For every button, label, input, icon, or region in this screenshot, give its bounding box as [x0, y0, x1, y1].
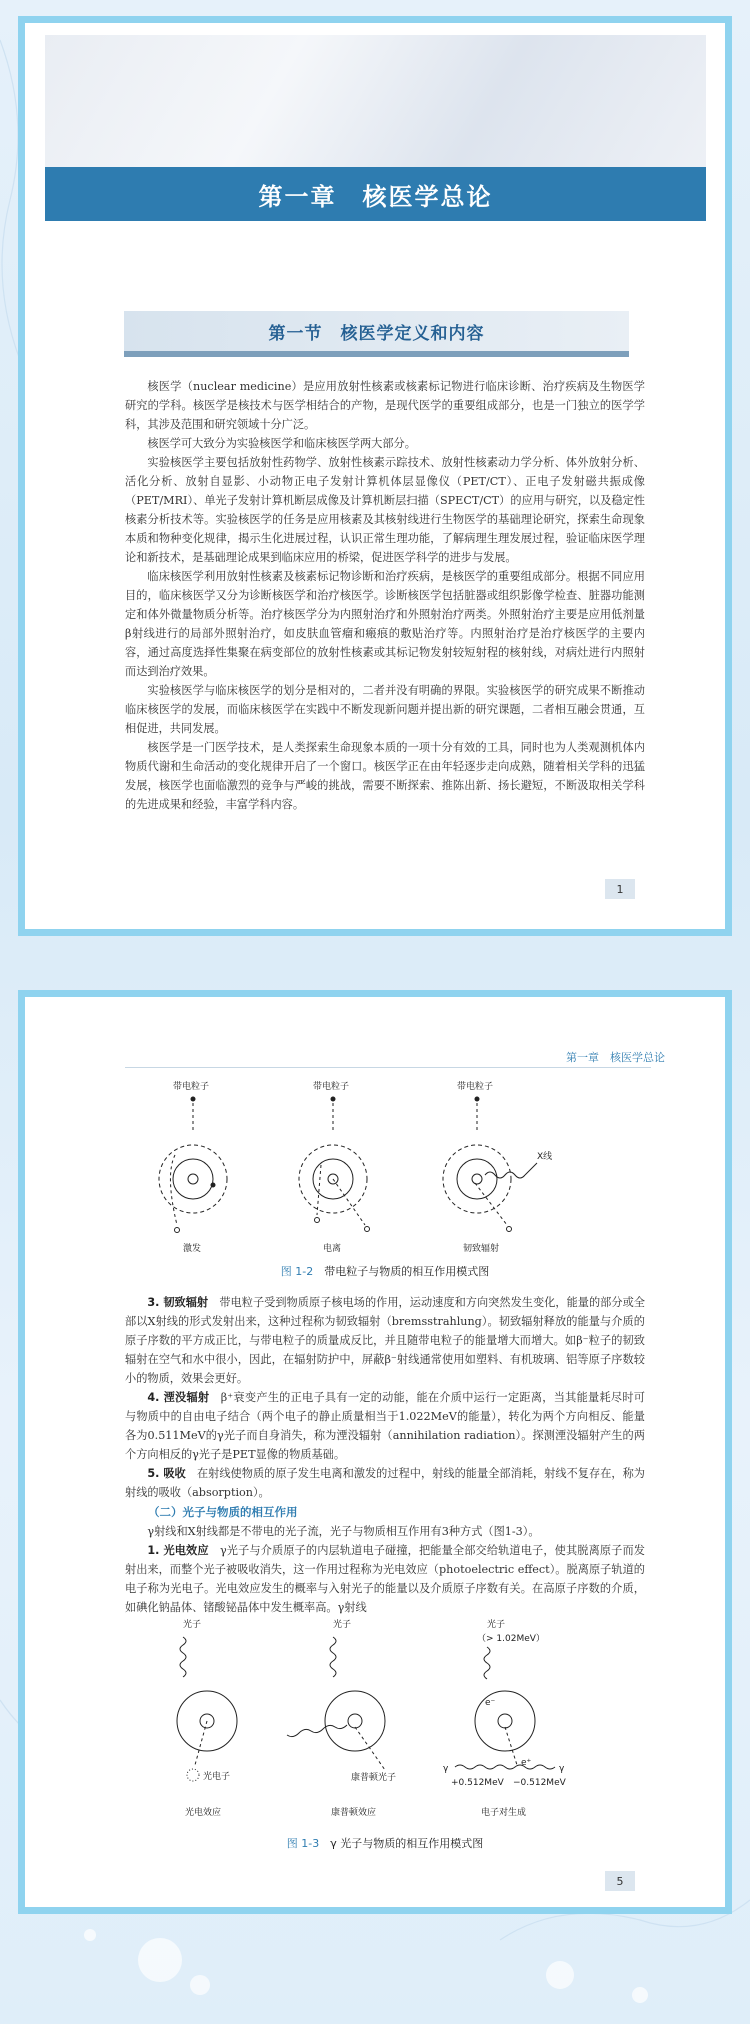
svg-text:γ: γ — [559, 1764, 565, 1774]
subsection-title: （二）光子与物质的相互作用 — [148, 1505, 298, 1519]
svg-text:γ: γ — [443, 1764, 449, 1774]
panel-ionization — [299, 1080, 370, 1254]
svg-text:带电粒子: 带电粒子 — [457, 1082, 494, 1092]
panel-label: 电离 — [323, 1244, 342, 1254]
paragraph: 核医学可大致分为实验核医学和临床核医学两大部分。 — [147, 437, 416, 450]
panel-label: 激发 — [183, 1244, 202, 1254]
svg-text:带电粒子: 带电粒子 — [313, 1082, 350, 1092]
header-rule — [125, 1067, 651, 1068]
panel-pair-production — [443, 1618, 567, 1818]
page-number: 5 — [605, 1871, 635, 1891]
chapter-header-graphic — [45, 35, 706, 183]
panel-label: 光电效应 — [185, 1808, 222, 1818]
panel-label: 韧致辐射 — [463, 1244, 500, 1254]
paragraph: 3. 韧致辐射 带电粒子受到物质原子核电场的作用，运动速度和方向突然发生变化，能量的部分或全部以X射线的形式发射出来，这种过程称为韧致辐射（bremsstrahlung）。韧致辐射释放的能量与介质的原子序数的平方成正比，与带电粒子的质量成反比，并且随带电粒子的能量增大而增大。如β⁻粒子的韧致辐射在空气和水中很小，因此，在辐射防护中，屏蔽β⁻射线通常使用如塑料、有机玻璃、铝等原子序数较小的物质，效果会更好。 — [125, 1296, 645, 1385]
figure-1-3 — [155, 1615, 615, 1825]
svg-text:（> 1.02MeV）: （> 1.02MeV） — [477, 1634, 545, 1644]
chapter-title: 第一章 核医学总论 — [45, 167, 706, 221]
particle-label: 带电粒子 — [173, 1082, 210, 1092]
svg-text:光电子: 光电子 — [203, 1772, 231, 1782]
panel-label: 康普顿效应 — [331, 1808, 377, 1818]
panel-bremsstrahlung — [443, 1080, 552, 1254]
paragraph: 5. 吸收 在射线使物质的原子发生电离和激发的过程中，射线的能量全部消耗，射线不复存在，称为射线的吸收（absorption）。 — [125, 1467, 645, 1499]
panel-label: 电子对生成 — [481, 1808, 527, 1818]
paragraph: 1. 光电效应 γ光子与介质原子的内层轨道电子碰撞，把能量全部交给轨道电子，使其脱离原子而发射出来，而整个光子被吸收消失，这一作用过程称为光电效应（photoelectric effect）。脱离原子轨道的电子称为光电子。光电效应发生的概率与入射光子的能量以及介质原子序数有关。在高原子序数的介质，如碘化钠晶体、锗酸铋晶体中发生概率高。γ射线 — [125, 1544, 645, 1614]
panel-compton — [287, 1618, 396, 1818]
paragraph: 实验核医学主要包括放射性药物学、放射性核素示踪技术、放射性核素动力学分析、体外放射分析、活化分析、放射自显影、小动物正电子发射计算机体层显像仪（PET/CT）、正电子发射磁共振成像（PET/MRI）、单光子发射计算机断层成像及计算机断层扫描（SPECT/CT）的应用与研究，以及稳定性核素分析技术等。实验核医学的任务是应用核素及其核射线进行生物医学的基础理论研究，探索生命现象本质和物种变化规律，揭示生化进展过程，认识正常生理功能，了解病理生理发展过程，验证临床医学理论和新技术，是基础理论成果到临床应用的桥梁，促进医学科学的进步与发展。 — [125, 456, 645, 564]
figure-caption: 图 1-3 γ 光子与物质的相互作用模式图 — [286, 1837, 484, 1850]
figure-1-2 — [145, 1075, 625, 1255]
svg-text:+0.512MeV: +0.512MeV — [451, 1778, 504, 1788]
svg-text:−0.512MeV: −0.512MeV — [513, 1778, 566, 1788]
body-text — [125, 1293, 645, 1617]
paragraph: γ射线和X射线都是不带电的光子流，光子与物质相互作用有3种方式（图1-3）。 — [147, 1525, 540, 1538]
xray-label: X线 — [537, 1152, 553, 1162]
page-number: 1 — [605, 879, 635, 899]
section-title: 第一节 核医学定义和内容 — [124, 311, 629, 357]
book-page-5 — [18, 990, 732, 1914]
svg-text:e⁺: e⁺ — [521, 1758, 532, 1768]
paragraph: 核医学（nuclear medicine）是应用放射性核素或核素标记物进行临床诊断、治疗疾病及生物医学研究的学科。核医学是核技术与医学相结合的产物，是现代医学的重要组成部分，也是一门独立的医学学科，其涉及范围和研究领域十分广泛。 — [125, 380, 645, 431]
book-page-1 — [18, 16, 732, 936]
svg-text:光子: 光子 — [487, 1620, 506, 1630]
svg-text:e⁻: e⁻ — [485, 1698, 496, 1708]
paragraph: 4. 湮没辐射 β⁺衰变产生的正电子具有一定的动能，能在介质中运行一定距离，当其能量耗尽时可与物质中的自由电子结合（两个电子的静止质量相当于1.022MeV的能量），转化为两个方向相反、能量各为0.511MeV的γ光子而自身消失，称为湮没辐射（annihilation radiation）。探测湮没辐射产生的两个方向相反的γ光子是PET显像的物质基础。 — [125, 1391, 645, 1461]
svg-text:光子: 光子 — [333, 1620, 352, 1630]
panel-photoelectric — [177, 1618, 237, 1818]
svg-text:光子: 光子 — [183, 1620, 202, 1630]
body-text — [125, 377, 645, 814]
paragraph: 实验核医学与临床核医学的划分是相对的，二者并没有明确的界限。实验核医学的研究成果不断推动临床核医学的发展，而临床核医学在实践中不断发现新问题并提出新的研究课题，二者相互融会贯通，互相促进，共同发展。 — [125, 684, 645, 735]
figure-caption: 图 1-2 带电粒子与物质的相互作用模式图 — [280, 1265, 490, 1278]
svg-text:康普顿光子: 康普顿光子 — [351, 1773, 397, 1783]
paragraph: 核医学是一门医学技术，是人类探索生命现象本质的一项十分有效的工具，同时也为人类观测机体内物质代谢和生命活动的变化规律开启了一个窗口。核医学正在由年轻逐步走向成熟，随着相关学科的迅猛发展，核医学也面临激烈的竞争与严峻的挑战，需要不断探索、推陈出新、扬长避短，不断汲取相关学科的先进成果和经验，丰富学科内容。 — [125, 741, 645, 811]
running-head: 第一章 核医学总论 — [566, 1051, 665, 1064]
panel-excitation — [159, 1080, 227, 1254]
paragraph: 临床核医学利用放射性核素及核素标记物诊断和治疗疾病，是核医学的重要组成部分。根据不同应用目的，临床核医学又分为诊断核医学和治疗核医学。诊断核医学包括脏器或组织影像学检查、脏器功能测定和体外微量物质分析等。治疗核医学分为内照射治疗和外照射治疗两类。外照射治疗主要是应用低剂量β射线进行的局部外照射治疗，如皮肤血管瘤和瘢痕的敷贴治疗等。内照射治疗是治疗核医学的主要内容，通过高度选择性集聚在病变部位的放射性核素或其标记物发射较短射程的核射线，对病灶进行内照射而达到治疗效果。 — [125, 570, 645, 678]
